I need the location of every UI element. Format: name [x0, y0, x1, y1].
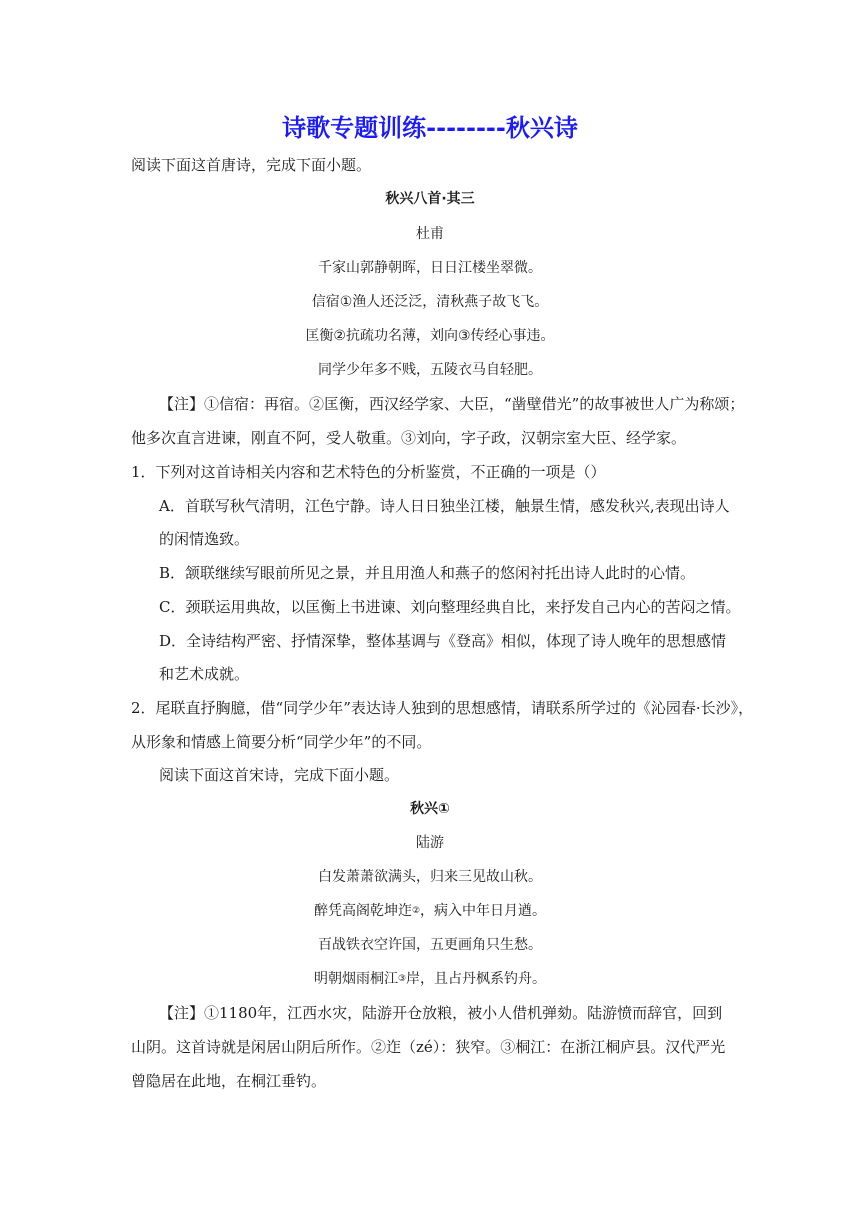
footnote-marker-3: ③ [397, 974, 407, 984]
poem1-line-3: 匡衡②抗疏功名薄，刘向③传经心事违。 [305, 328, 555, 344]
question-1-stem: 1．下列对这首诗相关内容和艺术特色的分析鉴赏，不正确的一项是（） [131, 463, 606, 481]
poem2-note-line-1: 【注】①1180年，江西水灾，陆游开仓放粮，被小人借机弹劾。陆游愤而辞官，回到 [159, 1004, 723, 1022]
question-1-option-d-line-2: 和艺术成就。 [159, 665, 250, 683]
poem2-line-2 [0, 901, 860, 921]
poem1-note-line-1: 【注】①信宿：再宿。②匡衡，西汉经学家、大臣，“凿壁借光”的故事被世人广为称颂； [159, 395, 745, 413]
question-2-line-1: 2．尾联直抒胸臆，借“同学少年”表达诗人独到的思想感情，请联系所学过的《沁园春·长沙》， [131, 699, 754, 717]
poem2-author: 陆游 [416, 835, 444, 851]
poem1-line-2: 信宿①渔人还泛泛，清秋燕子故飞飞。 [311, 294, 549, 310]
poem2-note-line-2: 山阴。这首诗就是闲居山阴后所作。②迮（zé）：狭窄。③桐江：在浙江桐庐县。汉代严光 [131, 1038, 726, 1056]
poem1-line-1: 千家山郭静朝晖，日日江楼坐翠微。 [318, 260, 542, 276]
question-1-option-b: B．颔联继续写眼前所见之景，并且用渔人和燕子的悠闲衬托出诗人此时的心情。 [159, 564, 696, 582]
question-2-line-2: 从形象和情感上简要分析“同学少年”的不同。 [131, 733, 432, 751]
poem2-line-4-part-b: 岸，且占丹枫系钓舟。 [406, 971, 547, 987]
poem2-line-4 [0, 969, 860, 989]
question-1-option-d-line-1: D．全诗结构严密、抒情深挚，整体基调与《登高》相似，体现了诗人晚年的思想感情 [159, 632, 727, 650]
question-1-option-a-line-2: 的闲情逸致。 [159, 530, 250, 548]
poem1-line-4: 同学少年多不贱，五陵衣马自轻肥。 [318, 362, 542, 378]
poem2-title: 秋兴① [410, 801, 450, 817]
poem1-note-line-2: 他多次直言进谏，刚直不阿，受人敬重。③刘向，字子政，汉朝宗室大臣、经学家。 [131, 429, 687, 447]
poem2-line-3: 百战铁衣空许国，五更画角只生愁。 [318, 937, 542, 953]
footnote-marker-2: ② [411, 906, 421, 916]
poem2-line-1: 白发萧萧欲满头，归来三见故山秋。 [318, 869, 542, 885]
poem2-note-line-3: 曾隐居在此地，在桐江垂钓。 [131, 1072, 327, 1090]
intro-song-poem: 阅读下面这首宋诗，完成下面小题。 [159, 766, 400, 784]
poem2-line-2-part-b: ，病入中年日月遒。 [420, 903, 547, 919]
question-1-option-c: C．颈联运用典故，以匡衡上书进谏、刘向整理经典自比，来抒发自己内心的苦闷之情。 [159, 598, 741, 616]
poem1-author: 杜甫 [416, 226, 444, 242]
page-title: 诗歌专题训练--------秋兴诗 [282, 114, 578, 142]
poem2-line-2-part-a: 醉凭高阁乾坤迮 [313, 903, 412, 919]
question-1-option-a-line-1: A．首联写秋气清明，江色宁静。诗人日日独坐江楼，触景生情，感发秋兴,表现出诗人 [159, 497, 730, 515]
intro-tang-poem: 阅读下面这首唐诗，完成下面小题。 [131, 156, 372, 174]
poem2-line-4-part-a: 明朝烟雨桐江 [313, 971, 398, 987]
poem1-title: 秋兴八首·其三 [385, 191, 475, 207]
